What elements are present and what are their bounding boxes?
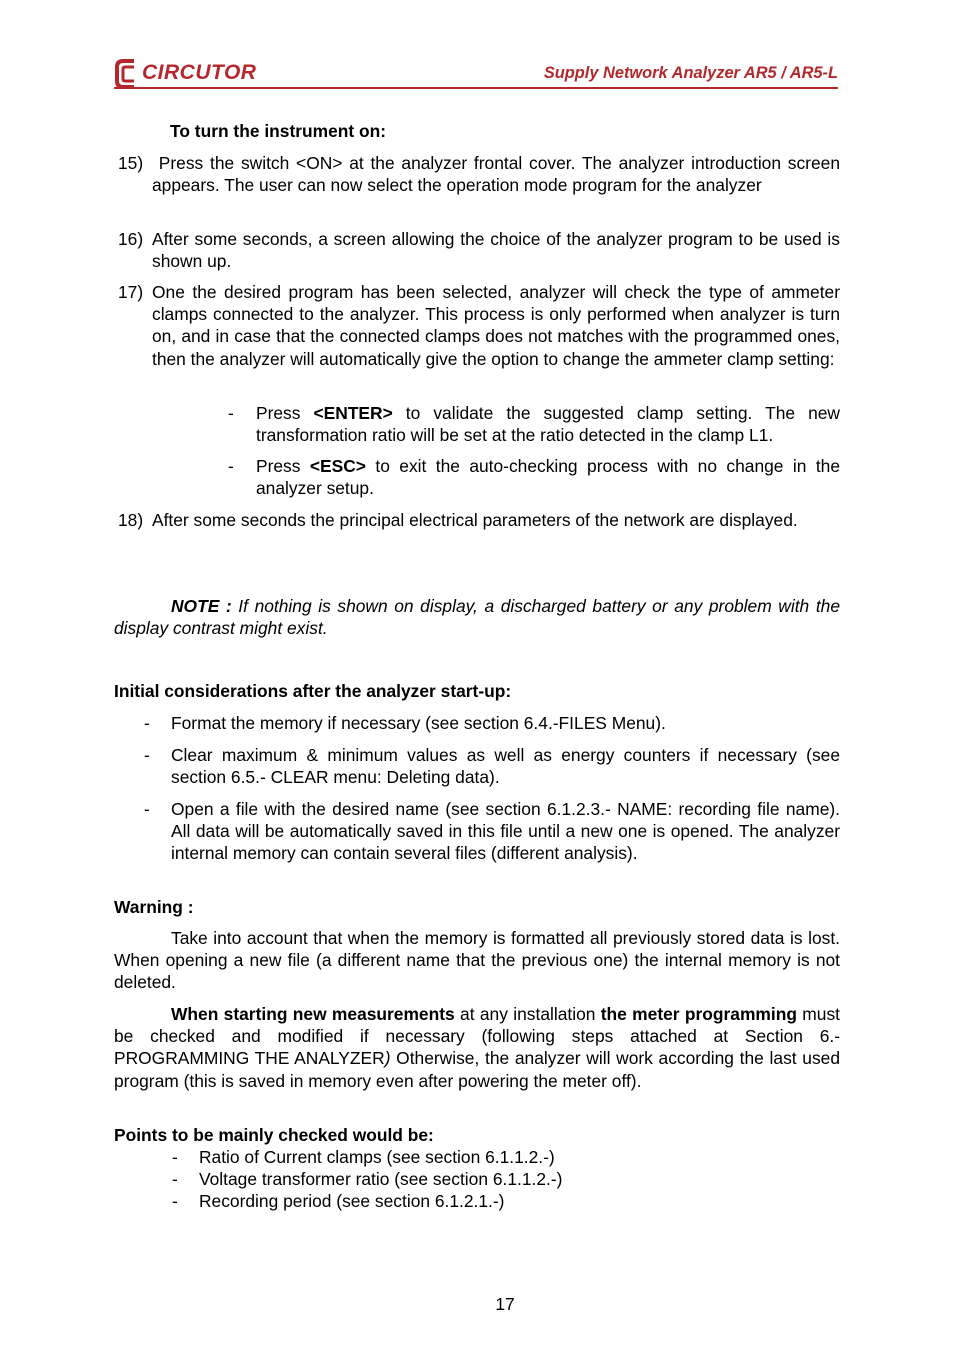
- list-dash: -: [228, 403, 234, 423]
- document-title: Supply Network Analyzer AR5 / AR5-L: [543, 64, 838, 82]
- option-text: Press <ENTER> to validate the suggested clamp setting. The new transformation ratio will be set at the ratio detected in the clamp L1.: [256, 403, 840, 446]
- warning-paragraph: Take into account that when the memory is formatted all previously stored data is lost. When opening a new file (a different name that the previous one) the internal memory is not deleted.: [114, 928, 840, 993]
- page-number: 17: [495, 1294, 515, 1314]
- note-label: NOTE :: [171, 596, 232, 616]
- circutor-logo-icon: [114, 58, 140, 90]
- step-number: 15): [118, 153, 144, 173]
- step-text: One the desired program has been selected, analyzer will check the type of ammeter clamps connected to the analyzer. This process is only performed when analyzer is turn on, and in case that the connected clamps does not matches with the programmed ones, then the analyzer will automatically give the option to change the ammeter clamp setting:: [152, 282, 840, 369]
- measurement-paragraph: When starting new measurements at any installation the meter programming must be checked and modified if necessary (following steps attached at Section 6.- PROGRAMMING THE ANALYZER) Otherwise, the analyzer will work according the last used program (this is saved in memory even after powering the meter off).: [114, 1004, 840, 1091]
- initial-heading: Initial considerations after the analyzer start-up:: [114, 681, 512, 701]
- step-number: 17): [118, 282, 144, 302]
- circutor-logo: [114, 58, 264, 90]
- warning-heading: Warning :: [114, 897, 194, 917]
- note-paragraph: NOTE : If nothing is shown on display, a discharged battery or any problem with the display contrast might exist.: [114, 596, 840, 639]
- step-text: Press the switch <ON> at the analyzer frontal cover. The analyzer introduction screen appears. The user can now select the operation mode program for the analyzer: [152, 153, 840, 196]
- turn-on-heading: To turn the instrument on:: [170, 121, 387, 141]
- step-text: After some seconds the principal electrical parameters of the network are displayed.: [152, 510, 798, 530]
- key-esc: <ESC>: [309, 456, 366, 476]
- header-divider: [114, 87, 838, 89]
- key-enter: <ENTER>: [313, 403, 393, 423]
- step-text: After some seconds, a screen allowing the choice of the analyzer program to be used is shown up.: [152, 229, 840, 272]
- brand-name: CIRCUTOR: [142, 61, 257, 84]
- step-number: 16): [118, 229, 144, 249]
- points-heading: Points to be mainly checked would be:: [114, 1125, 434, 1145]
- step-number: 18): [118, 510, 144, 530]
- option-text: Press <ESC> to exit the auto-checking process with no change in the analyzer setup.: [256, 456, 840, 499]
- list-dash: -: [228, 456, 234, 476]
